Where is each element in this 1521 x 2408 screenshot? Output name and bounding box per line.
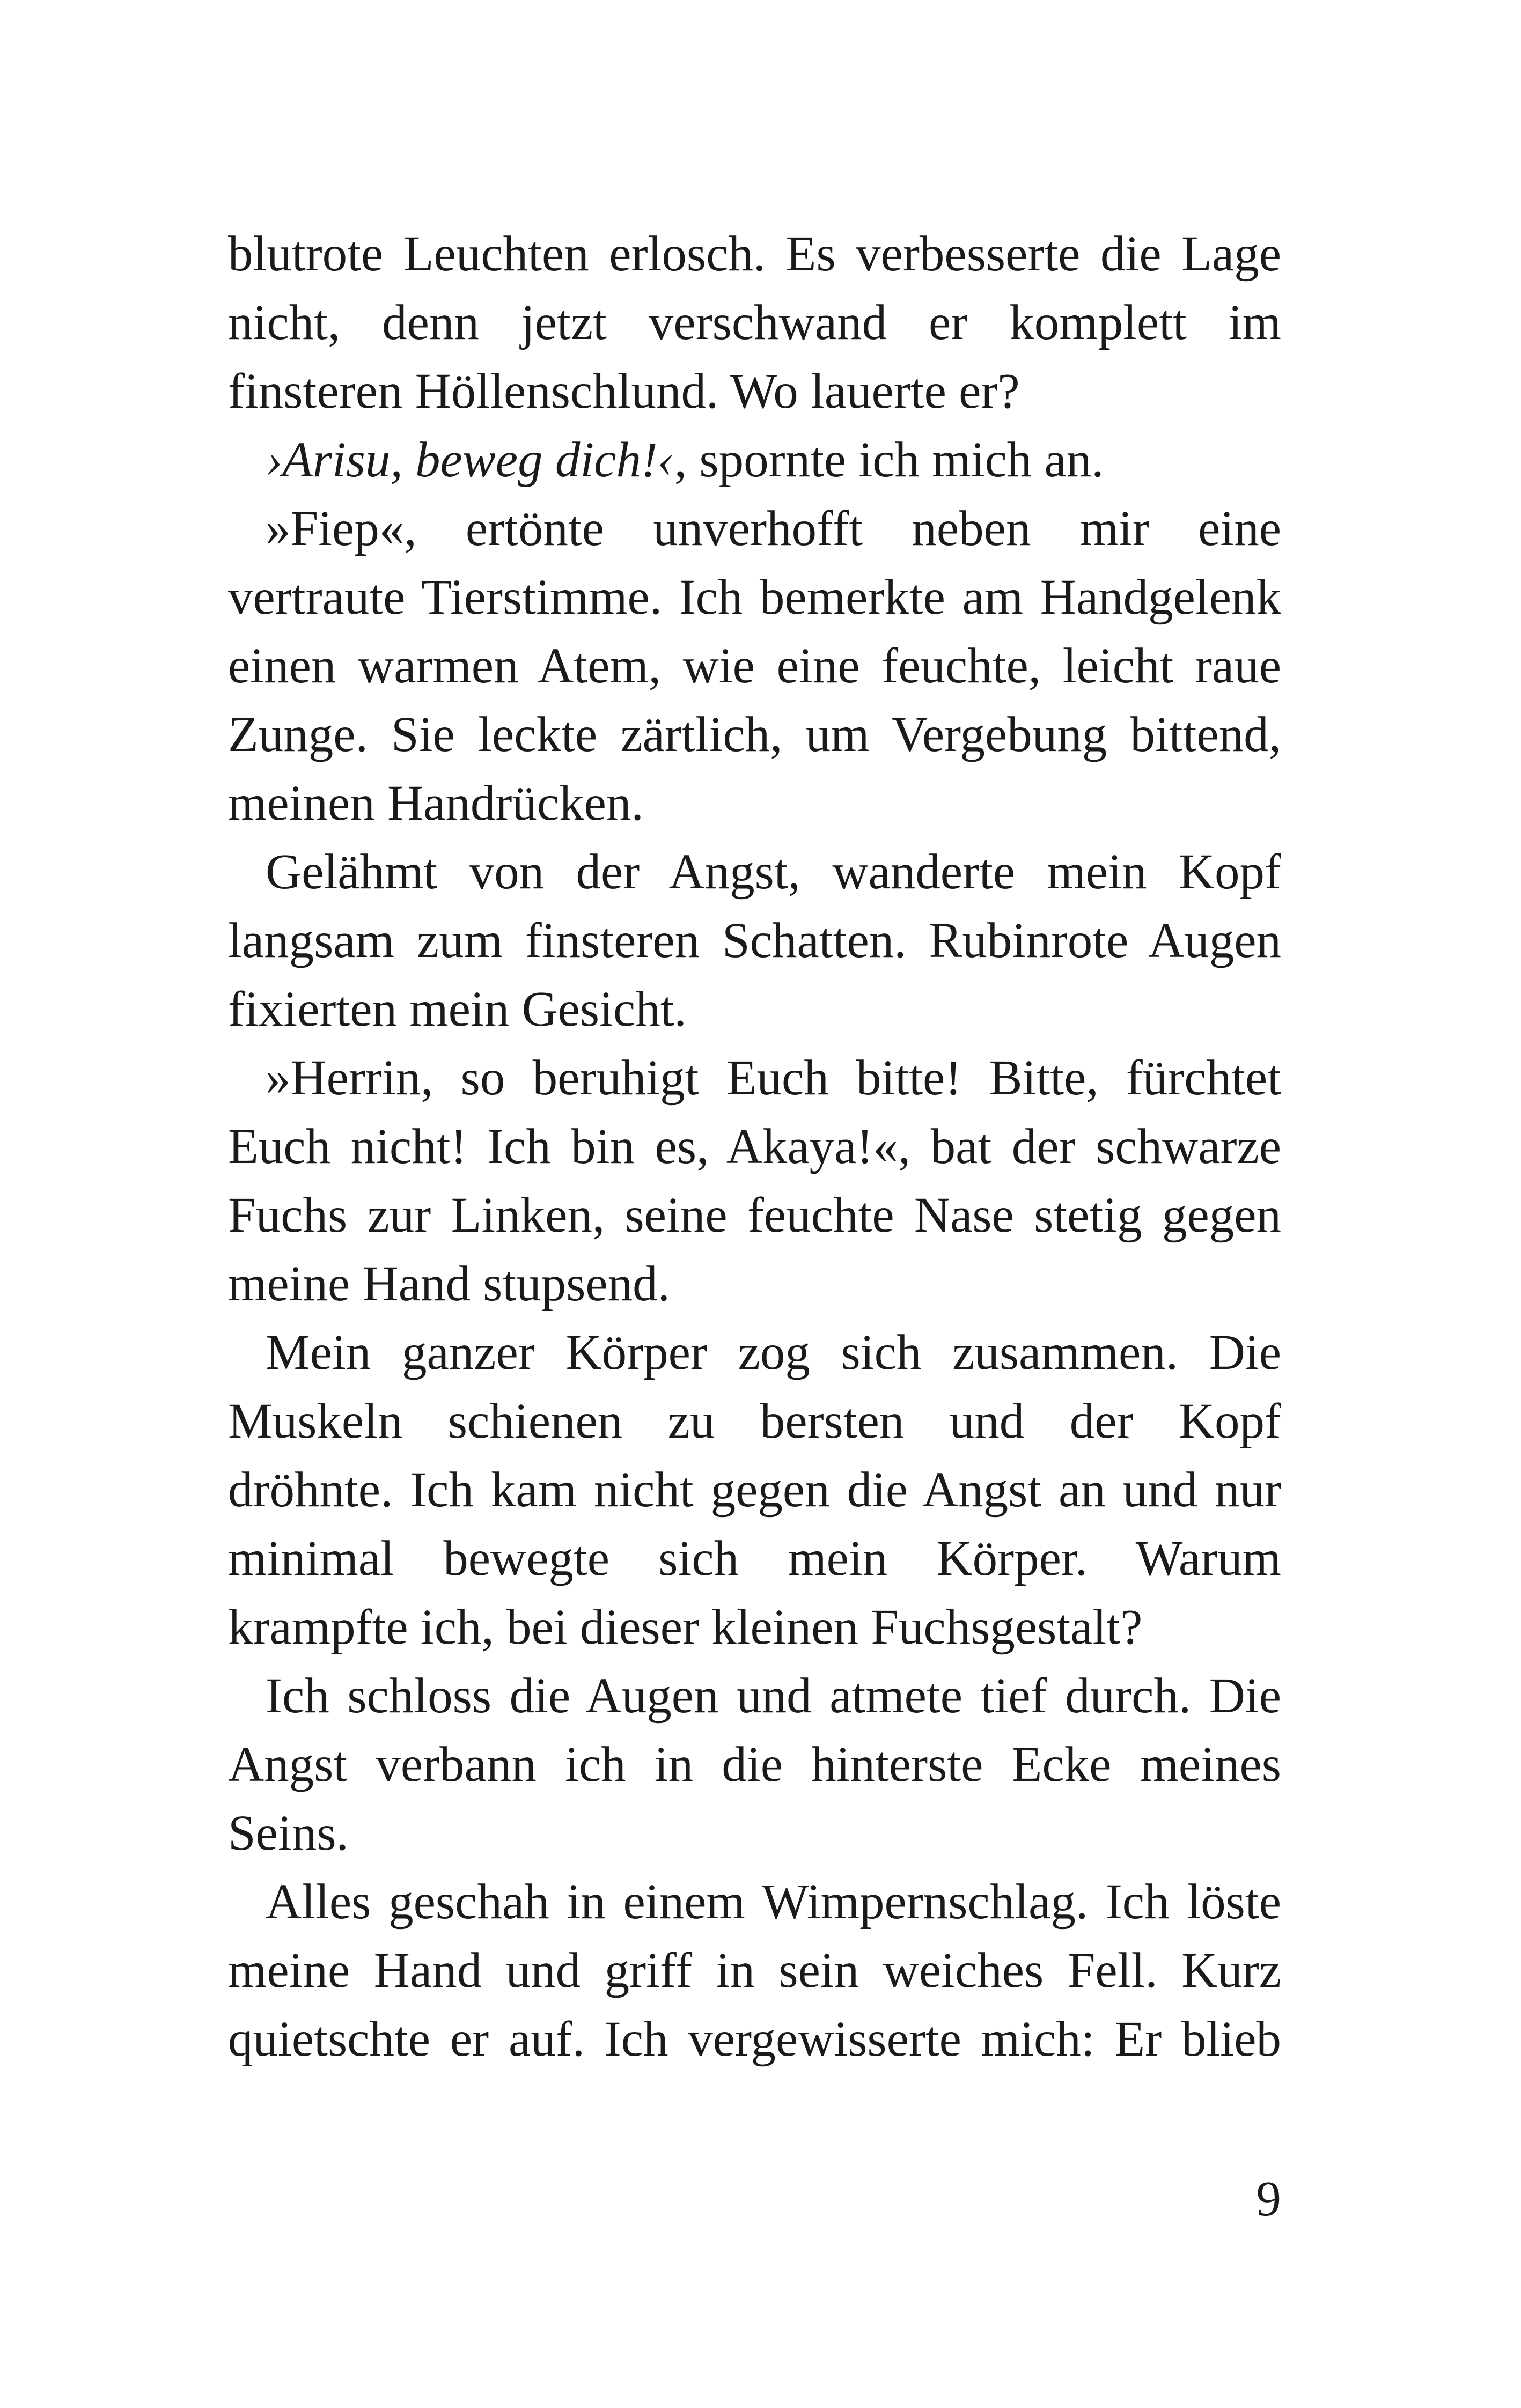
text-line: Seins. [228,1806,349,1861]
text-line: meine Hand und griff in sein weiches Fell. Kurz [228,1943,1281,1998]
text-line: quietschte er auf. Ich vergewisserte mich: Er blieb [228,2012,1281,2067]
text-line: langsam zum finsteren Schatten. Rubinrote Augen [228,913,1281,968]
text-line: »Fiep«, ertönte unverhofft neben mir eine [266,501,1281,556]
text-line: krampfte ich, bei dieser kleinen Fuchsgestalt? [228,1600,1143,1655]
text-line: blutrote Leuchten erlosch. Es verbesserte die Lage [228,226,1281,282]
text-line: finsteren Höllenschlund. Wo lauerte er? [228,364,1020,419]
text-line: meinen Handrücken. [228,776,644,831]
text-line: minimal bewegte sich mein Körper. Warum [228,1531,1281,1586]
text-line: einen warmen Atem, wie eine feuchte, leicht raue [228,638,1281,694]
text-line: fixierten mein Gesicht. [228,982,687,1037]
text-line: nicht, denn jetzt verschwand er komplett im [228,295,1281,350]
text-line: Alles geschah in einem Wimpernschlag. Ich löste [266,1874,1281,1930]
text-line: meine Hand stupsend. [228,1256,670,1312]
text-line: Angst verbann ich in die hinterste Ecke meines [228,1737,1281,1792]
body-text [228,220,1281,2074]
page-number: 9 [1256,2171,1281,2227]
text-line: »Herrin, so beruhigt Euch bitte! Bitte, fürchtet [266,1050,1281,1106]
italic-thought: ›Arisu, beweg dich!‹ [266,432,674,488]
text-line: Mein ganzer Körper zog sich zusammen. Die [266,1325,1281,1380]
text-line: Ich schloss die Augen und atmete tief durch. Die [266,1668,1281,1724]
text-line: Muskeln schienen zu bersten und der Kopf [228,1394,1281,1449]
text-line [228,426,1281,495]
text-line: Fuchs zur Linken, seine feuchte Nase stetig gegen [228,1188,1281,1243]
text-line: Zunge. Sie leckte zärtlich, um Vergebung bittend, [228,707,1281,762]
text-fragment: , spornte ich mich an. [674,432,1104,488]
text-line: dröhnte. Ich kam nicht gegen die Angst an und nur [228,1462,1281,1518]
text-line: vertraute Tierstimme. Ich bemerkte am Handgelenk [228,570,1281,625]
text-line: Gelähmt von der Angst, wanderte mein Kopf [266,844,1281,900]
text-line: Euch nicht! Ich bin es, Akaya!«, bat der schwarze [228,1119,1281,1174]
